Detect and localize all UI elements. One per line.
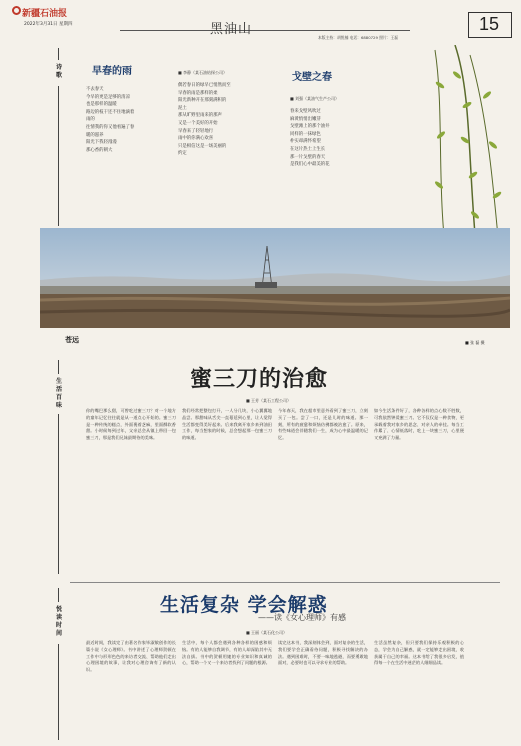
article-column: 你的嘴巴那么甜，可曾吃过蜜三刀？对一个地方的童年记忆往往就是从一道点心开始的。蜜三刀是一种传统的糕点，外面裹着芝麻，里面酥软香甜。小时候每到过年，父亲总会从镇上带回一包蜜三刀，那是我们兄妹最期待的美味。 <box>86 408 176 441</box>
page-number: 15 <box>478 14 500 34</box>
poem-title: 戈壁之春 <box>292 72 332 83</box>
column-label-life: 生活百味 <box>56 378 63 409</box>
poem-title: 早春的雨 <box>92 66 132 77</box>
column-rule <box>58 414 59 574</box>
column-rule <box>58 588 59 602</box>
article-subheadline: ——读《女心理师》有感 <box>258 613 346 622</box>
section-divider <box>70 582 500 583</box>
article-column: 生活中，每个人都会遇到各种各样的困惑和烦恼。有的人能够自我调节，有的人却深陷其中无法自拔。书中的贺顿用她的专业知识和真诚的心，帮助一个又一个来访者找到了问题的根源。 <box>182 640 272 666</box>
article-headline: 蜜三刀的治愈 <box>190 366 329 392</box>
newspaper-logo-icon <box>12 6 21 15</box>
column-rule <box>58 86 59 226</box>
landscape-photo <box>40 228 510 328</box>
poem-text: 不去春天 今早的更是足够的清凉 也是那样的温暖 路边的枝干还不住地滴着 雨的 往情我的你又他看遍了春 暖的滋养 阳光下我轻漫漫 那心香的朝大 <box>86 87 135 153</box>
editor-info: 本版主持：胡悦楠 电话：6880729 照片：王磊 <box>318 35 399 40</box>
poem-author: ■ 李静（某石油钻探公司） <box>178 70 228 75</box>
poem-text: 偶若春日的绿早已悄然而至 早春的雨是那样的柔 阳光新种开在那刻满积的 泥土 那从旷野里雨来的那声 又是一个美好的开始 早春来了轻轻地行 雨中的你满心欢喜 只是相信这是一场美丽的 约定 <box>178 83 231 157</box>
column-label-poetry: 诗歌 <box>56 64 63 79</box>
poem-text: 春来戈壁风吹过 麻黄悄悄出嫩芽 戈壁滩上的那个油井 同样的一抹绿色 朴实却满怀希望 在这片热土上生长 那一片戈壁的春天 是我们心中最美的花 <box>290 109 330 168</box>
article-column: 最近时间，我读完了由著名作家毕淑敏创作的长篇小说《女心理师》。书中讲述了心理师贺顿在工作中与形形色色的来访者交流、帮助他们走出心理困境的故事，让我对心理咨询有了新的认识。 <box>86 640 176 673</box>
column-rule <box>58 644 59 740</box>
article-column: 如今生活条件好了，各种各样的点心数不胜数，可我依然钟爱蜜三刀。它不仅仅是一种食物，更承载着我对家乡的思念、对亲人的牵挂。每当工作累了、心情低落时，吃上一块蜜三刀，心里便又充满了力量。 <box>374 408 464 441</box>
column-rule <box>58 360 59 374</box>
masthead-rule <box>120 30 410 31</box>
article-column: 我们经常把整包打开，一人分几块，小心翼翼地品尝。那甜味从舌尖一直蔓延到心里，让人觉得生活都变得美好起来。后来我离开家乡来到油田工作，每当想家的时候，总会想起那一包蜜三刀的味道。 <box>182 408 272 441</box>
newspaper-logo: 新疆石油报 <box>22 9 68 19</box>
article-byline: ■ 王芳（某石工程公司） <box>246 398 292 403</box>
photo-credit: ■ 张 磊 摄 <box>465 340 485 345</box>
article-column: 读完这本书，我深刻体会到，面对复杂的生活，我们要学会正确看待问题，积极寻找解决的办法。遇到困难时，不要一味地逃避，而要勇敢地面对，必要时也可以寻求专业的帮助。 <box>278 640 368 666</box>
section-title: 黑油山 <box>210 22 253 37</box>
photo-caption: 苍远 <box>65 335 79 344</box>
article-column: 生活虽然复杂，但只要我们保持乐观积极的心态，学会为自己解惑，就一定能够走出困境，收获属于自己的幸福。这本书给了我很多启发，值得每一个在生活中迷茫的人细细品读。 <box>374 640 464 666</box>
column-label-reading: 悦读时间 <box>56 606 63 637</box>
article-headline: 生活复杂 学会解惑 <box>160 594 328 616</box>
issue-date: 2022年3月31日 星期四 <box>24 22 73 27</box>
column-rule <box>58 48 59 60</box>
poem-author: ■ 刘强（某油气生产公司） <box>290 96 340 101</box>
article-byline: ■ 王丽（某石化公司） <box>246 630 288 635</box>
article-column: 今年春天，我在超市里意外看到了蜜三刀，立刻买了一包。尝了一口，还是儿时的味道。那一刻，所有的疲惫和烦恼仿佛都被治愈了。原来，有些味道会伴随我们一生，成为心中最温暖的记忆。 <box>278 408 368 441</box>
